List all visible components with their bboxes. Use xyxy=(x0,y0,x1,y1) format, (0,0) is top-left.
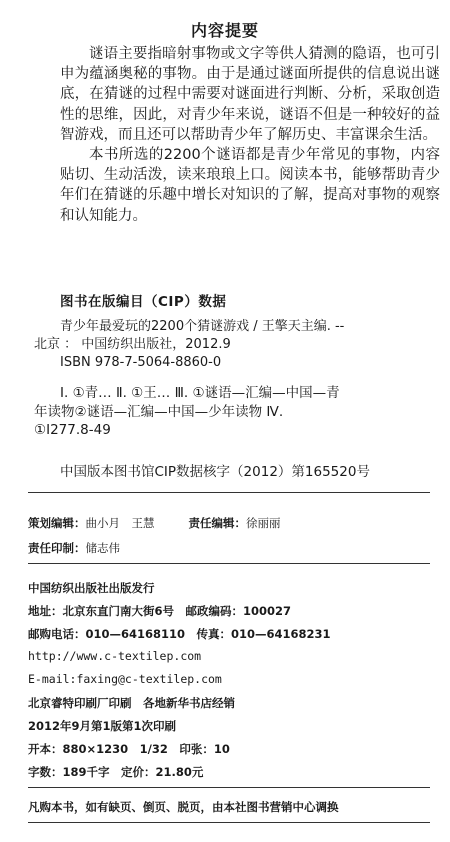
publisher-edition: 2012年9月第1版第1次印刷 xyxy=(28,719,177,733)
cip-isbn: ISBN 978-7-5064-8860-0 xyxy=(60,355,222,370)
divider-top xyxy=(28,492,430,493)
cip-class-line-2: 年读物②谜语—汇编—中国—少年读物 Ⅳ. xyxy=(34,403,284,420)
cip-publisher-line: 北京 ： 中国纺织出版社，2012.9 xyxy=(34,337,231,352)
summary-paragraph-2: 本书所选的2200个谜语都是青少年常见的事物，内容贴切、生动活泼，读来琅琅上口。阅读本书，能够帮助青少年们在猜谜的乐趣中增长对知识的了解，提高对事物的观察和认知能力。 xyxy=(60,147,440,224)
cip-class-line-3: ①Ⅰ277.8-49 xyxy=(34,422,111,438)
cip-title-line: 青少年最爱玩的2200个猜谜游戏 / 王擎天主编. -- xyxy=(60,319,345,334)
summary-title: 内容提要 xyxy=(190,21,259,40)
publisher-website: http://www.c-textilep.com xyxy=(28,649,202,663)
planning-editor-label: 策划编辑： xyxy=(28,516,86,530)
responsible-editor-label: 责任编辑： xyxy=(188,516,247,530)
divider-middle xyxy=(28,563,430,564)
divider-bottom xyxy=(28,787,430,788)
cip-verification-number: 中国版本图书馆CIP数据核字（2012）第165520号 xyxy=(60,464,370,480)
publisher-words-price: 字数：189千字 定价：21.80元 xyxy=(28,765,204,779)
credits-row-2 xyxy=(28,540,120,556)
responsible-printing-label: 责任印制： xyxy=(28,541,86,555)
publisher-format: 开本：880×1230 1/32 印张：10 xyxy=(28,742,230,756)
planning-editor-value: 曲小月 王慧 xyxy=(85,516,155,530)
publisher-phone: 邮购电话：010—64168110 传真：010—64168231 xyxy=(28,627,331,641)
replacement-notice: 凡购本书，如有缺页、倒页、脱页，由本社图书营销中心调换 xyxy=(28,800,339,814)
publisher-address: 地址：北京东直门南大街6号 邮政编码：100027 xyxy=(28,604,292,618)
responsible-editor-value: 徐丽丽 xyxy=(246,516,281,530)
responsible-printing-value: 储志伟 xyxy=(85,541,120,555)
publisher-printer: 北京睿特印刷厂印刷 各地新华书店经销 xyxy=(28,696,235,710)
cip-title: 图书在版编目（CIP）数据 xyxy=(60,294,227,310)
summary-body xyxy=(60,44,440,226)
divider-footer xyxy=(28,822,430,823)
cip-class-line-1: Ⅰ. ①青… Ⅱ. ①王… Ⅲ. ①谜语—汇编—中国—青 xyxy=(60,385,340,401)
credits-row-1 xyxy=(28,515,281,531)
publisher-issuer: 中国纺织出版社出版发行 xyxy=(28,581,155,595)
cip-classification xyxy=(34,384,434,440)
cip-entry xyxy=(34,318,434,372)
publisher-email: E-mail:faxing@c-textilep.com xyxy=(28,672,222,686)
summary-paragraph-1: 谜语主要指暗射事物或文字等供人猜测的隐语，也可引申为蕴涵奥秘的事物。由于是通过谜面所提供的信息说出谜底，在猜谜的过程中需要对谜面进行判断、分析，采取创造性的思维，因此，对青少年来说，谜语不但是一种较好的益智游戏，而且还可以帮助青少年了解历史、丰富课余生活。 xyxy=(60,46,440,143)
